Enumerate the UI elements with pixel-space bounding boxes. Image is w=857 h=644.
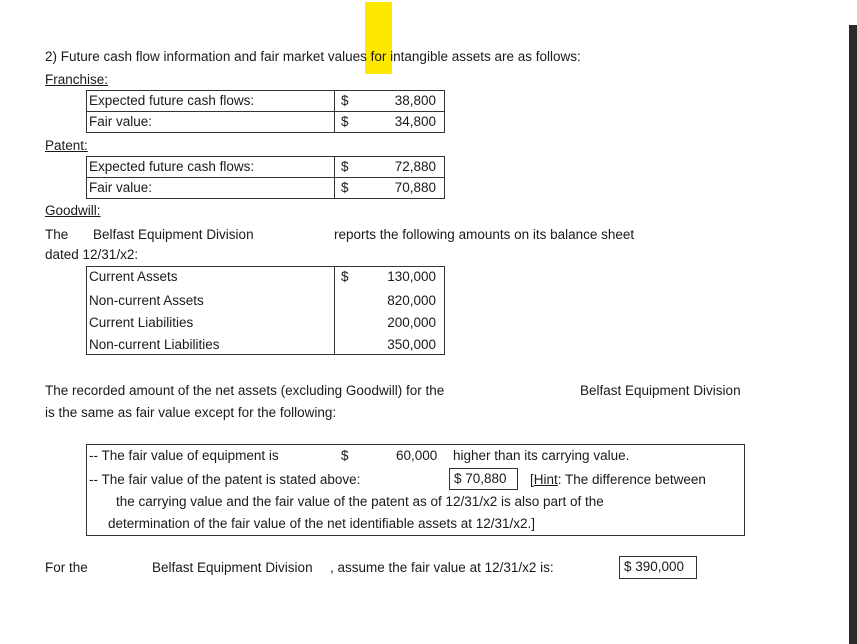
patent-col-divider [334,157,335,198]
exception-equipment-text: -- The fair value of equipment is [89,448,279,463]
hint-line1 [530,471,706,489]
franchise-value-fair: 34,800 [394,114,436,129]
patent-value-fair: 70,880 [394,180,436,195]
hint-label: Hint [533,472,558,487]
franchise-row-divider [87,111,444,112]
goodwill-the: The [45,227,69,242]
intro-text-after: for intangible assets are as follows: [366,49,581,64]
goodwill-heading: Goodwill: [45,203,101,218]
exception-patent-text: -- The fair value of the patent is stated above: [89,472,361,487]
window-scrollbar-edge [849,25,857,644]
intro-line [45,48,581,66]
goodwill-division-name: Belfast Equipment Division [93,227,254,242]
goodwill-reports-text: reports the following amounts on its balance sheet [334,227,635,242]
goodwill-dated-text: dated 12/31/x2: [45,247,139,262]
balance-label-noncurrent-liabilities: Non-current Liabilities [89,337,220,352]
exception-equipment-currency: $ [341,448,349,463]
intro-highlighted-word: values [327,49,367,64]
franchise-label-fair: Fair value: [89,114,153,129]
final-division-name: Belfast Equipment Division [152,560,313,575]
balance-value-noncurrent-liabilities: 350,000 [387,337,436,352]
recorded-division-name: Belfast Equipment Division [580,383,741,398]
franchise-col-divider [334,91,335,132]
patent-label-expected: Expected future cash flows: [89,159,255,174]
patent-table [86,156,445,199]
balance-label-current-assets: Current Assets [89,269,178,284]
patent-currency-expected: $ [341,159,349,174]
recorded-line2: is the same as fair value except for the following: [45,405,337,420]
final-fair-value: $ 390,000 [624,559,685,574]
patent-fair-value: $ 70,880 [454,471,507,486]
franchise-table [86,90,445,133]
hint-line3: determination of the fair value of the net identifiable assets at 12/31/x2.] [108,516,536,531]
intro-text-before: 2) Future cash flow information and fair market [45,49,328,64]
recorded-line1: The recorded amount of the net assets (excluding Goodwill) for the [45,383,445,398]
balance-label-noncurrent-assets: Non-current Assets [89,293,204,308]
balance-value-current-assets: 130,000 [387,269,436,284]
franchise-heading: Franchise: [45,72,109,87]
hint-rest: : The difference between [557,472,706,487]
balance-label-current-liabilities: Current Liabilities [89,315,194,330]
balance-value-current-liabilities: 200,000 [387,315,436,330]
exception-equipment-suffix: higher than its carrying value. [453,448,630,463]
franchise-currency-fair: $ [341,114,349,129]
franchise-currency-expected: $ [341,93,349,108]
patent-row-divider [87,177,444,178]
balance-value-noncurrent-assets: 820,000 [387,293,436,308]
patent-value-expected: 72,880 [394,159,436,174]
balance-currency: $ [341,269,349,284]
balance-col-divider [334,267,335,354]
final-text: , assume the fair value at 12/31/x2 is: [330,560,554,575]
franchise-value-expected: 38,800 [394,93,436,108]
patent-currency-fair: $ [341,180,349,195]
hint-open-bracket: [ [530,472,534,487]
final-for-the: For the [45,560,88,575]
exception-equipment-value: 60,000 [396,448,438,463]
patent-label-fair: Fair value: [89,180,153,195]
franchise-label-expected: Expected future cash flows: [89,93,255,108]
hint-line2: the carrying value and the fair value of the patent as of 12/31/x2 is also part of the [116,494,604,509]
patent-heading: Patent: [45,138,88,153]
balance-sheet-table [86,266,445,355]
